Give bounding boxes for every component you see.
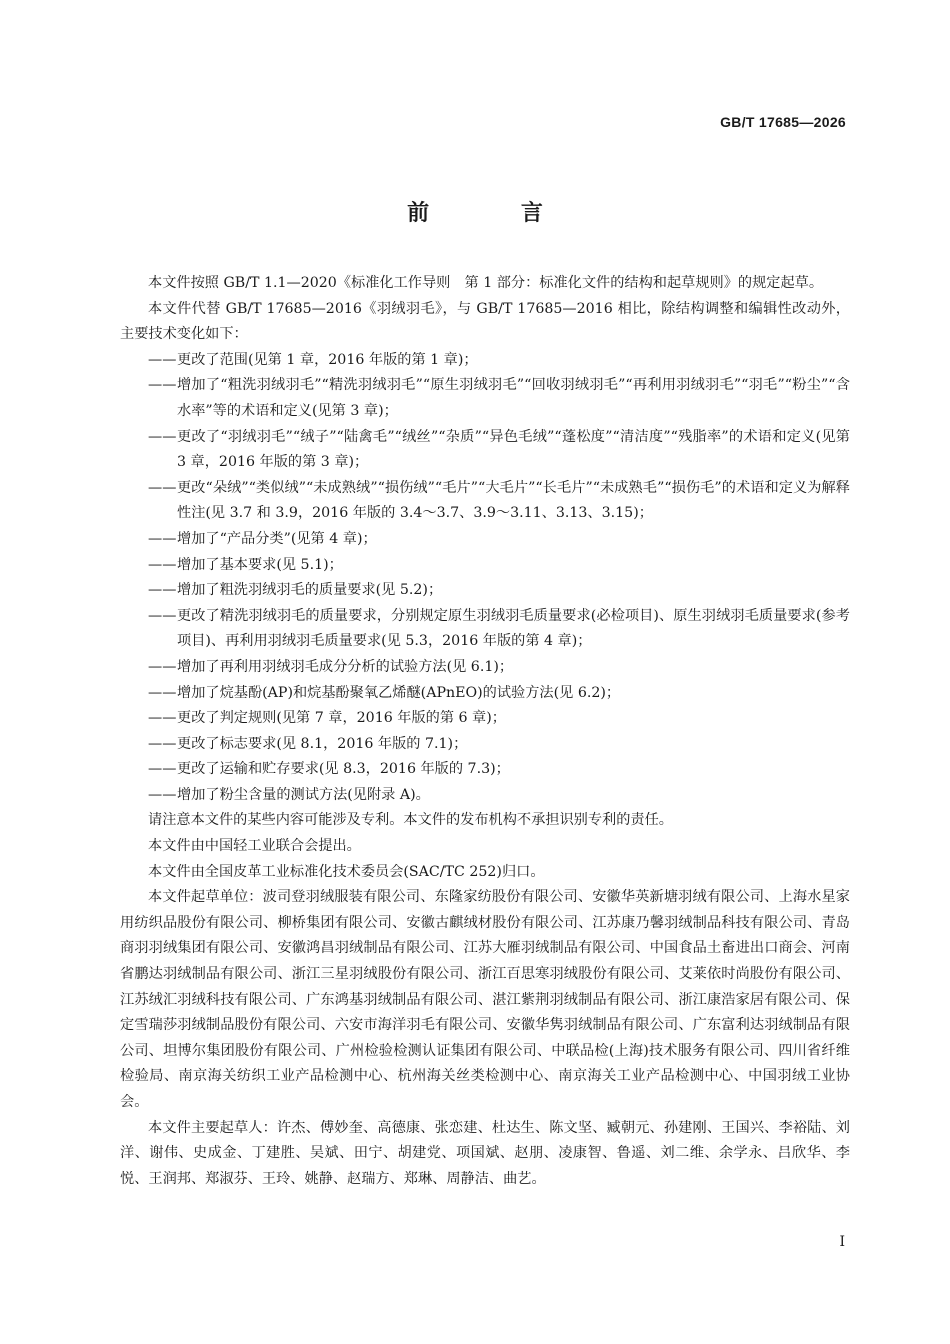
list-item: —— 更改了运输和贮存要求(见 8.3，2016 年版的 7.3)； <box>148 761 510 778</box>
list-item: —— 更改了“羽绒羽毛”“绒子”“陆禽毛”“绒丝”“杂质”“异色毛绒”“蓬松度”“清洁度”“残脂率”的术语和定义(见第 3 章，2016 年版的第 3 章)； <box>148 428 850 471</box>
list-item: —— 更改“朵绒”“类似绒”“未成熟绒”“损伤绒”“毛片”“大毛片”“长毛片”“未成熟毛”“损伤毛”的术语和定义为解释性注(见 3.7 和 3.9，2016 年版的 3.4～3.7、3.9～3.11、3.13、3.15)； <box>148 479 850 522</box>
list-item: —— 更改了判定规则(见第 7 章，2016 年版的第 6 章)； <box>148 710 506 727</box>
list-item: —— 增加了粉尘含量的测试方法(见附录 A)。 <box>148 786 430 803</box>
list-item: —— 增加了烷基酚(AP)和烷基酚聚氧乙烯醚(APnEO)的试验方法(见 6.2)； <box>148 684 621 701</box>
list-item: —— 增加了“粗洗羽绒羽毛”“精洗羽绒羽毛”“原生羽绒羽毛”“回收羽绒羽毛”“再利用羽绒羽毛”“羽毛”“粉尘”“含水率”等的术语和定义(见第 3 章)； <box>148 377 850 419</box>
standard-code: GB/T 17685—2026 <box>720 114 846 130</box>
page-number: I <box>839 1234 845 1250</box>
technical-changes-list <box>120 348 850 809</box>
drafting-rule-paragraph: 本文件按照 GB/T 1.1—2020《标准化工作导则 第 1 部分：标准化文件的结构和起草规则》的规定起草。 <box>148 275 824 291</box>
list-item: —— 更改了范围(见第 1 章，2016 年版的第 1 章)； <box>148 351 478 368</box>
drafters-paragraph: 本文件主要起草人：许杰、傅妙奎、高德康、张恋建、杜达生、陈文坚、臧朝元、孙建刚、王国兴、李裕陆、刘洋、谢伟、史成金、丁建胜、吴斌、田宁、胡建党、项国斌、赵朋、凌康智、鲁遥、刘二维、余学永、吕欣华、李悦、王润邦、郑淑芬、王玲、姚静、赵瑞方、郑琳、周静洁、曲艺。 <box>120 1119 850 1187</box>
list-item: —— 更改了精洗羽绒羽毛的质量要求，分别规定原生羽绒羽毛质量要求(必检项目)、原生羽绒羽毛质量要求(参考项目)、再利用羽绒羽毛质量要求(见 5.3，2016 年版的第 4 章)； <box>148 607 850 650</box>
list-item: —— 增加了再利用羽绒羽毛成分分析的试验方法(见 6.1)； <box>148 658 514 675</box>
page-title: 前 言 <box>407 200 585 226</box>
document-body <box>120 271 850 1192</box>
patent-notice: 请注意本文件的某些内容可能涉及专利。本文件的发布机构不承担识别专利的责任。 <box>148 812 673 829</box>
list-item: —— 增加了“产品分类”(见第 4 章)； <box>148 530 377 547</box>
list-item: —— 更改了标志要求(见 8.1，2016 年版的 7.1)； <box>148 735 468 752</box>
list-item: —— 增加了基本要求(见 5.1)； <box>148 556 343 573</box>
committee-paragraph: 本文件由全国皮革工业标准化技术委员会(SAC/TC 252)归口。 <box>148 863 545 880</box>
proposer-paragraph: 本文件由中国轻工业联合会提出。 <box>148 838 361 855</box>
replacement-paragraph: 本文件代替 GB/T 17685—2016《羽绒羽毛》，与 GB/T 17685—2016 相比，除结构调整和编辑性改动外，主要技术变化如下： <box>120 300 850 343</box>
list-item: —— 增加了粗洗羽绒羽毛的质量要求(见 5.2)； <box>148 582 443 599</box>
drafting-units-paragraph: 本文件起草单位：波司登羽绒服装有限公司、东隆家纺股份有限公司、安徽华英新塘羽绒有限公司、上海水星家用纺织品股份有限公司、柳桥集团有限公司、安徽古麒绒材股份有限公司、江苏康乃馨羽绒制品科技有限公司、青岛商羽羽绒集团有限公司、安徽鸿昌羽绒制品有限公司、江苏大雁羽绒制品有限公司、中国食品土畜进出口商会、河南省鹏达羽绒制品有限公司、浙江三星羽绒股份有限公司、浙江百思寒羽绒股份有限公司、艾莱依时尚股份有限公司、江苏绒汇羽绒科技有限公司、广东鸿基羽绒制品有限公司、湛江紫荆羽绒制品有限公司、浙江康浩家居有限公司、保定雪瑞莎羽绒制品股份有限公司、六安市海洋羽毛有限公司、安徽华隽羽绒制品有限公司、广东富利达羽绒制品有限公司、坦博尔集团股份有限公司、广州检验检测认证集团有限公司、中联品检(上海)技术服务有限公司、四川省纤维检验局、南京海关纺织工业产品检测中心、杭州海关丝类检测中心、南京海关工业产品检测中心、中国羽绒工业协会。 <box>120 889 850 1110</box>
